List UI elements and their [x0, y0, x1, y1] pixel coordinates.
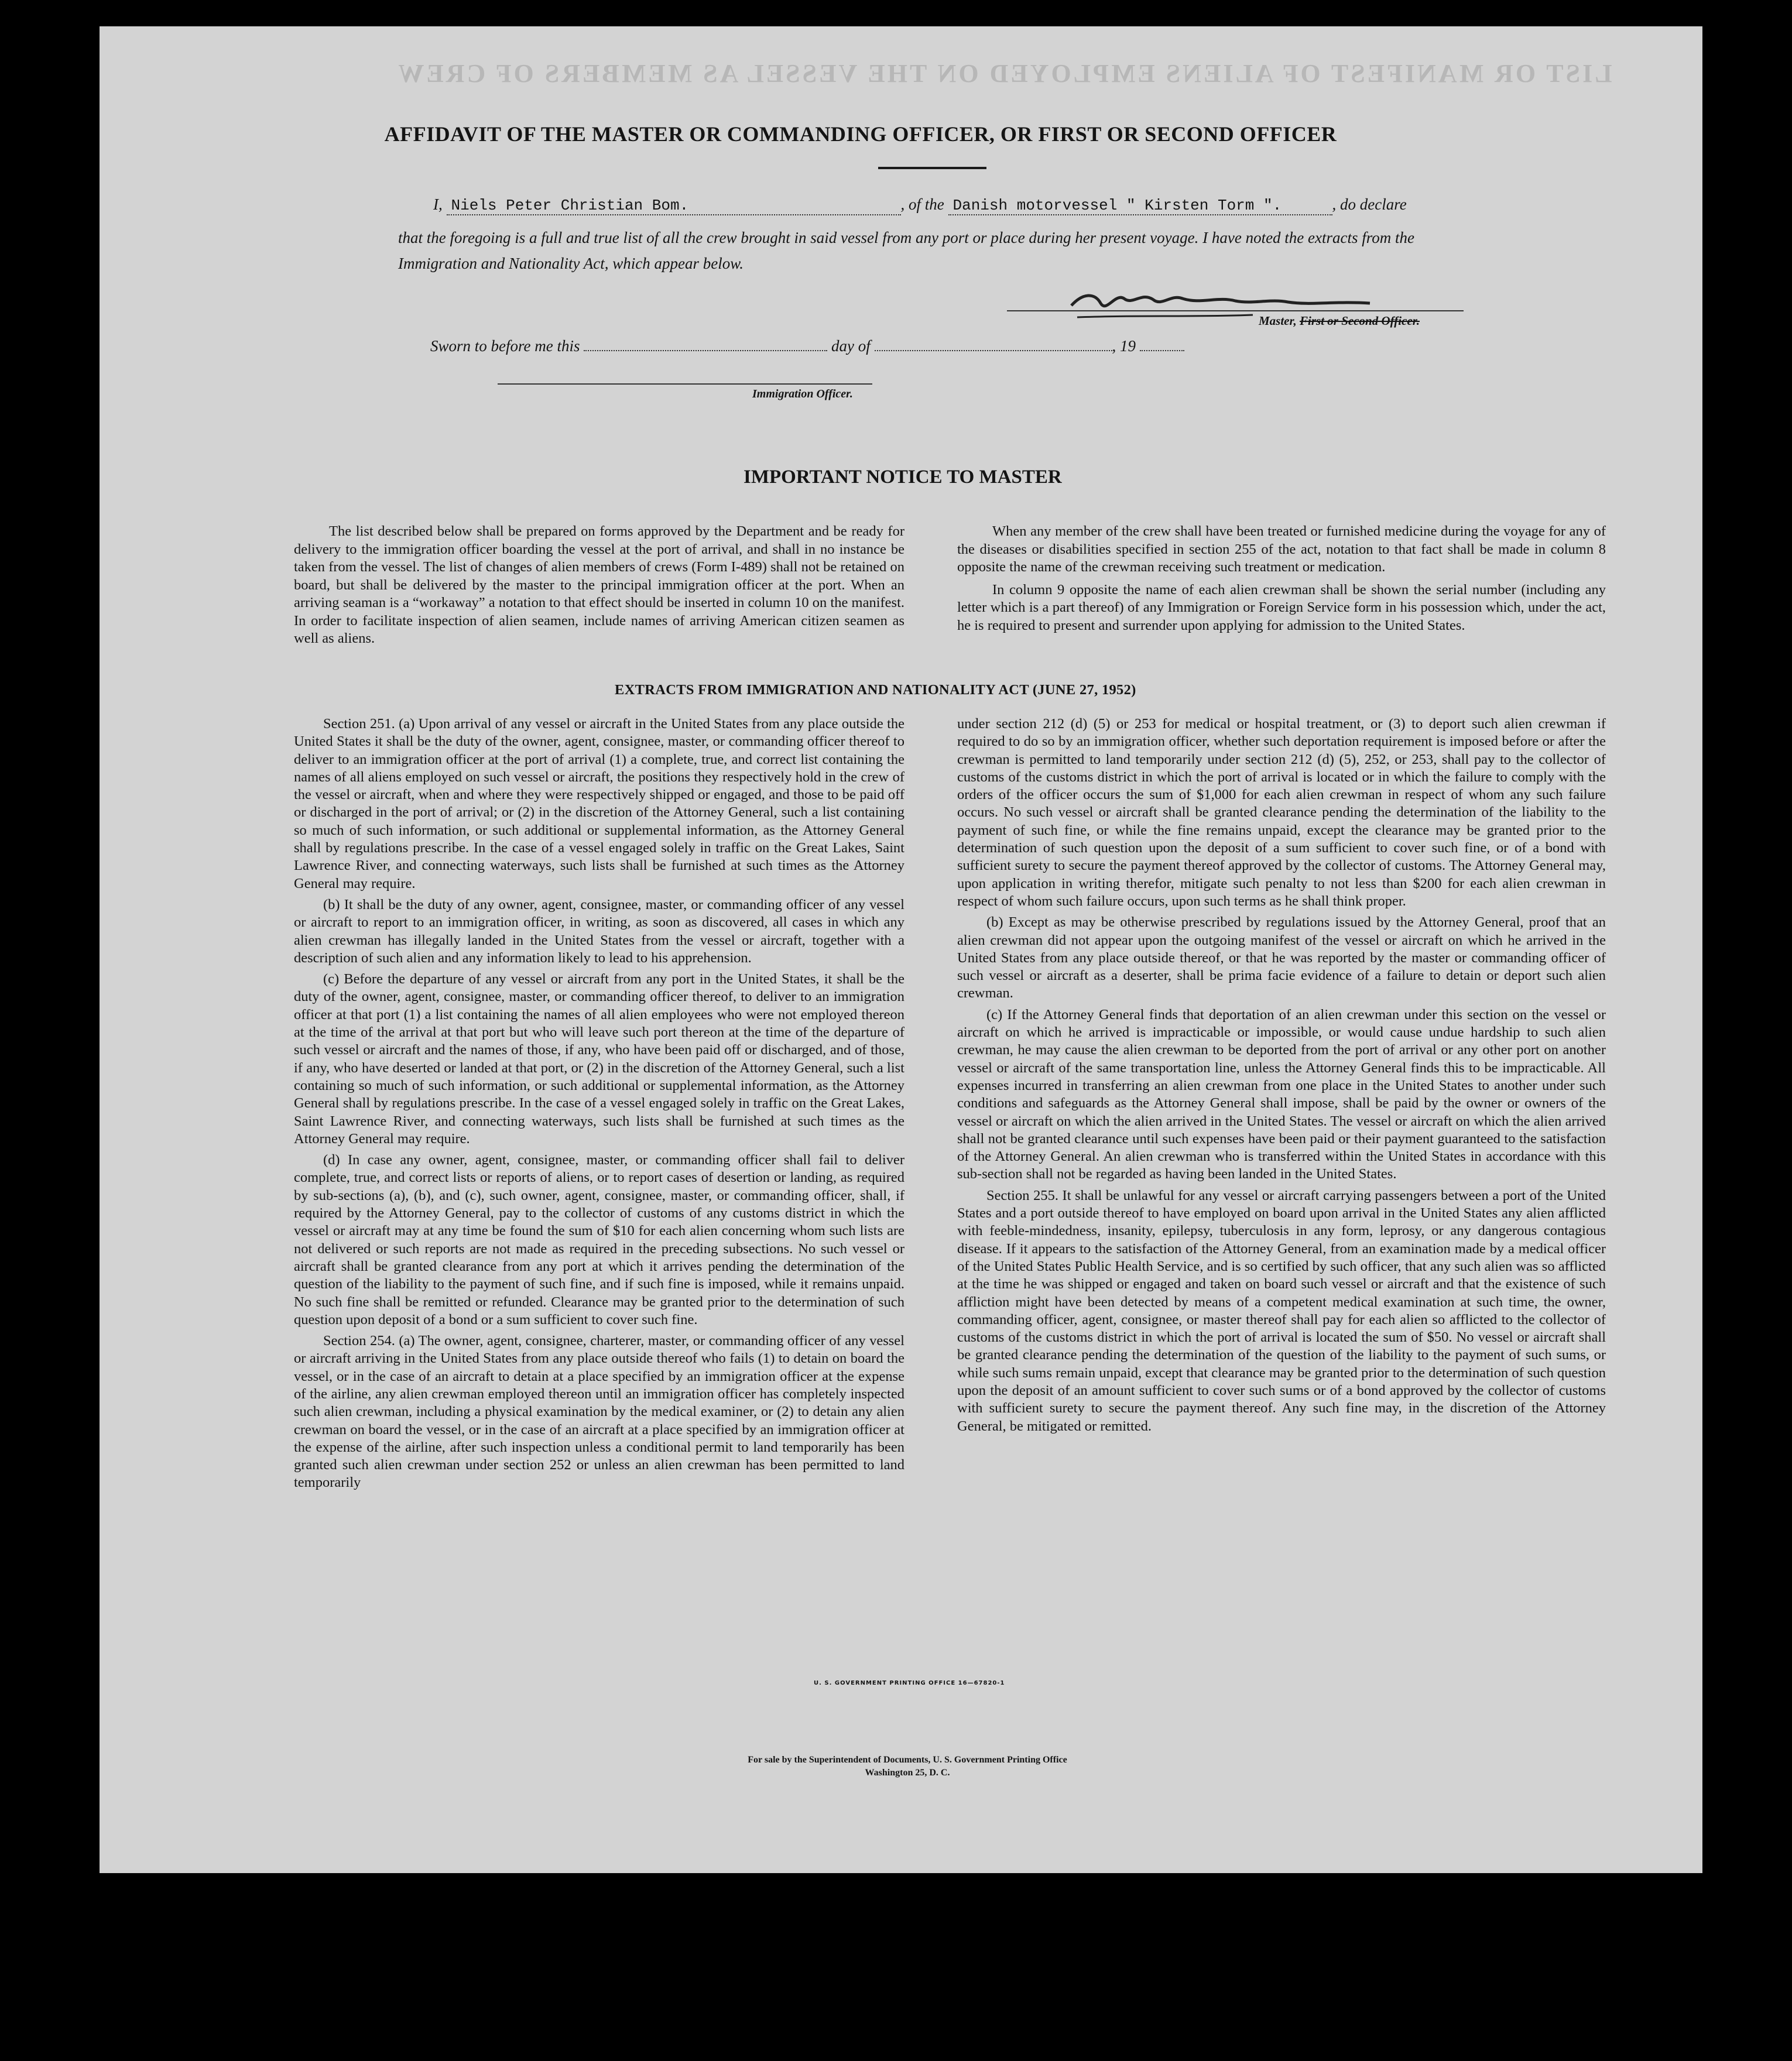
extracts-left-column: [294, 715, 904, 1496]
signature-line: [1007, 310, 1464, 311]
printer-imprint: U. S. GOVERNMENT PRINTING OFFICE 16—67820-1: [814, 1680, 1005, 1686]
sale-line-1: For sale by the Superintendent of Documents, U. S. Government Printing Office: [748, 1755, 1067, 1765]
declaration-statement: that the foregoing is a full and true list of all the crew brought in said vessel from any port or place during her present voyage. I have noted the extracts from the Immigration and Nationality Act, which appear below.: [398, 229, 1415, 272]
act-paragraph: Section 255. It shall be unlawful for any vessel or aircraft carrying passengers between a port of the United States and a port outside thereof to have employed on board upon arrival in the United States any alien afflicted with feeble-mindedness, insanity, epilepsy, tuberculosis in any form, leprosy, or any dangerous contagious disease. If it appears to the satisfaction of the Attorney General, from an examination made by a medical officer of the United States Public Health Service, and is so certified by such officer, that any such alien was so afflicted at the time he was shipped or engaged and taken on board such vessel or aircraft and that the existence of such affliction might have been detected by means of a competent medical examination at such time, the owner, commanding officer, agent, consignee, or master thereof shall pay for each alien so afflicted to the collector of customs of the customs district in which the port of arrival is located the sum of $50. No vessel or aircraft shall be granted clearance pending the determination of the question of the liability to the payment of such sums, or while such sums remain unpaid, except that clearance may be granted prior to the determination of such question upon the deposit of an amount sufficient to cover such sums or of a bond approved by the collector of customs with sufficient surety to secure the payment thereof. Any such fine may, in the discretion of the Attorney General, be mitigated or remitted.: [957, 1187, 1606, 1434]
sale-line-2: Washington 25, D. C.: [865, 1768, 950, 1778]
act-paragraph: under section 212 (d) (5) or 253 for medical or hospital treatment, or (3) to deport such alien crewman if required to do so by an immigration officer, whether such deportation requirement is imposed before or after the crewman is permitted to land temporarily under section 212 (d) (5), 252, or 253, shall pay to the collector of customs of the customs district in which the port of arrival is located or in which the failure to comply with the orders of the officer occurs the sum of $1,000 for each alien crewman in respect of whom any such failure occurs. No such vessel or aircraft shall be granted clearance pending the determination of the liability to the payment of such fine, or while the fine remains unpaid, except the clearance may be granted prior to the determination of such question upon the deposit of a sum sufficient to cover such fine, or of a bond with sufficient surety to secure the payment thereof approved by the collector of customs. The Attorney General may, upon application in writing therefor, mitigate such penalty to not less than $200 for each alien crewman in respect of whom such failure occurs, upon such terms as he shall think proper.: [957, 716, 1606, 909]
declare-label: , do declare: [1332, 196, 1407, 213]
notice-paragraph: The list described below shall be prepared on forms approved by the Department and be ready for delivery to the immigration officer boarding the vessel at the port of arrival, and shall in no instance be taken from the vessel. The list of changes of alien members of crews (Form I-489) shall not be retained on board, but shall be delivered by the master to the principal immigration officer at the port. When an arriving seaman is a “workaway” a notation to that effect should be inserted in column 10 on the manifest. In order to facilitate inspection of alien seamen, include names of arriving American citizen seamen as well as aliens.: [294, 523, 904, 646]
immigration-officer-label: Immigration Officer.: [752, 387, 853, 400]
act-paragraph: (b) It shall be the duty of any owner, agent, consignee, master, or commanding officer of any vessel or aircraft to report to an immigration officer, in writing, as soon as discovered, all cases in which any alien crewman has illegally landed in the United States from the vessel or aircraft, together with a description of such alien and any information likely to lead to his apprehension.: [294, 896, 904, 966]
act-paragraph: (d) In case any owner, agent, consignee, master, or commanding officer shall fail to deliver complete, true, and correct lists or reports of aliens, or to report cases of desertion or landing, as required by sub-sections (a), (b), and (c), such owner, agent, consignee, master, or commanding officer, shall, if required by the Attorney General, pay to the collector of customs of any customs district in which the vessel or aircraft may at any time be found the sum of $10 for each alien concerning whom such lists are not delivered or such reports are not made as required in the preceding subsections. No such vessel or aircraft shall be granted clearance from any port at which it arrives pending the determination of the question of the liability to the payment of such fine, and if such fine is imposed, while it remains unpaid. No such fine shall be remitted or refunded. Clearance may be granted prior to the determination of such question upon deposit of a bond or a sum sufficient to cover such fine.: [294, 1152, 904, 1328]
extracts-right-column: [957, 715, 1606, 1439]
of-the-label: , of the: [900, 196, 944, 213]
notice-paragraph: When any member of the crew shall have been treated or furnished medicine during the voyage for any of the diseases or disabilities specified in section 255 of the act, notation to that fact shall be made in column 8 opposite the name of the crewman receiving such treatment or medication.: [957, 523, 1606, 575]
sworn-day-field[interactable]: [584, 350, 827, 351]
signature-role-struck: First or Second Officer.: [1300, 314, 1420, 328]
bleed-through-header: LIST OR MANIFEST OF ALIENS EMPLOYED ON THE VESSEL AS MEMBERS OF CREW: [396, 59, 1612, 88]
sworn-year-field[interactable]: [1140, 350, 1184, 351]
declaration-line: [433, 196, 1407, 215]
sworn-label: Sworn to before me this: [430, 337, 580, 355]
act-paragraph: Section 254. (a) The owner, agent, consignee, charterer, master, or commanding officer of any vessel or aircraft arriving in the United States from any place outside thereof who fails (1) to detain on board the vessel, or in the case of an aircraft to detain at a place specified by an immigration officer at the expense of the airline, any alien crewman employed thereon until an immigration officer has completely inspected such alien crewman, including a physical examination by the medical examiner, or (2) to detain any alien crewman on board the vessel, or in the case of an aircraft at a place specified by an immigration officer at the expense of the airline, after such inspection unless a conditional permit to land temporarily has been granted such alien crewman under section 252 or unless an alien crewman has been permitted to land temporarily: [294, 1333, 904, 1491]
title-underline: [878, 167, 986, 169]
master-name-field[interactable]: Niels Peter Christian Bom.: [447, 197, 901, 215]
act-paragraph: (c) Before the departure of any vessel or aircraft from any port in the United States, it shall be the duty of the owner, agent, consignee, master, or commanding officer thereof, to deliver to an immigration officer at that port (1) a list containing the names of all alien employees who were not employed thereon at the time of the arrival at that port but who will leave such port thereon at the time of the departure of such vessel or aircraft and the names of those, if any, who have been paid off or discharged, and of those, if any, who have deserted or landed at that port, or (2) in the discretion of the Attorney General, such a list containing so much of such information, or such additional or supplemental information, as the Attorney General shall by regulations prescribe. In the case of a vessel engaged solely in traffic on the Great Lakes, Saint Lawrence River, and connecting waterways, such lists shall be furnished at such times as the Attorney General may require.: [294, 971, 904, 1147]
notice-right-column: [957, 523, 1606, 639]
notice-title: IMPORTANT NOTICE TO MASTER: [743, 467, 1062, 488]
signature-role-master: Master,: [1259, 314, 1297, 328]
immigration-officer-line[interactable]: [498, 383, 872, 385]
sworn-line: [430, 337, 1184, 355]
affidavit-title: AFFIDAVIT OF THE MASTER OR COMMANDING OFFICER, OR FIRST OR SECOND OFFICER: [384, 122, 1337, 146]
day-of-label: day of: [831, 337, 871, 355]
sworn-month-field[interactable]: [875, 350, 1112, 351]
notice-paragraph: In column 9 opposite the name of each alien crewman shall be shown the serial number (including any letter which is a part thereof) of any Immigration or Foreign Service form in his possession which, under the act, he is required to present and surrender upon applying for admission to the United States.: [957, 581, 1606, 633]
act-paragraph: (c) If the Attorney General finds that deportation of an alien crewman under this section on the vessel or aircraft on which he arrived is impracticable or impossible, or would cause undue hardship to such alien crewman, he may cause the alien crewman to be deported from the port of arrival or any other port on another vessel or aircraft of the same transportation line, unless the Attorney General finds this to be impracticable. All expenses incurred in transferring an alien crewman from one place in the United States to another under such conditions and safeguards as the Attorney General shall impose, shall be paid by the owner or owners of the vessel or aircraft on which the alien arrived in the United States. The vessel or aircraft on which the alien arrived shall not be granted clearance until such expenses have been paid or their payment guaranteed to the satisfaction of the Attorney General. An alien crewman who is transferred within the United States in accordance with this sub-section shall not be regarded as having been landed in the United States.: [957, 1006, 1606, 1182]
i-label: I,: [433, 196, 443, 213]
extracts-title: EXTRACTS FROM IMMIGRATION AND NATIONALITY ACT (JUNE 27, 1952): [615, 682, 1136, 698]
sale-notice: [685, 1754, 1130, 1779]
act-paragraph: (b) Except as may be otherwise prescribed by regulations issued by the Attorney General, proof that an alien crewman did not appear upon the outgoing manifest of the vessel or aircraft on which he arrived in the United States from any place outside thereof, or that he was reported by the master or commanding officer of such vessel or aircraft as a deserter, shall be prima facie evidence of a failure to detain or deport such alien crewman.: [957, 914, 1606, 1002]
notice-left-paragraph: [294, 523, 904, 653]
year-label: , 19: [1112, 337, 1136, 355]
act-paragraph: Section 251. (a) Upon arrival of any vessel or aircraft in the United States from any place outside the United States it shall be the duty of the owner, agent, consignee, master, or commanding officer thereof to deliver to an immigration officer at the port of arrival (1) a complete, true, and correct list containing the names of all aliens employed on such vessel or aircraft, the positions they respectively hold in the crew of the vessel or aircraft, when and where they were respectively shipped or engaged, and those to be paid off or discharged in the port of arrival; or (2) in the discretion of the Attorney General, such a list containing so much of such information, or such additional or supplemental information, as the Attorney General shall by regulations prescribe. In the case of a vessel engaged solely in traffic on the Great Lakes, Saint Lawrence River, and connecting waterways, such lists shall be furnished at such times as the Attorney General may require.: [294, 716, 904, 891]
signature-role-label: [1259, 314, 1420, 328]
vessel-name-field[interactable]: Danish motorvessel " Kirsten Torm ".: [948, 197, 1332, 215]
